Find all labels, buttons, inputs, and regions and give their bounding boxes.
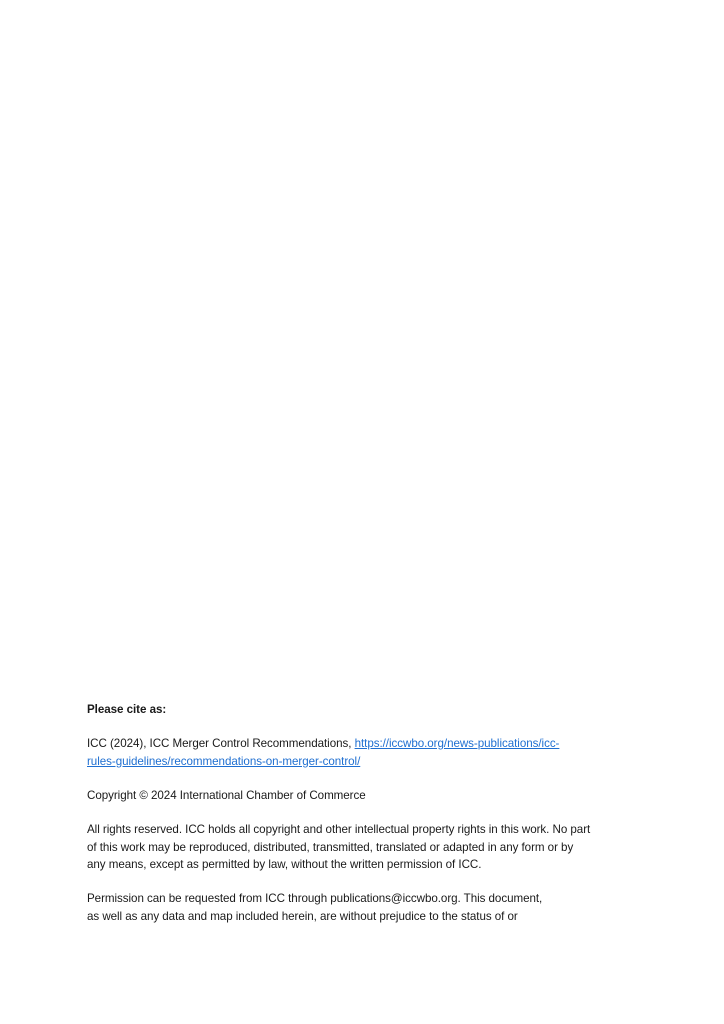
permission-paragraph xyxy=(87,890,647,925)
permission-line-2: as well as any data and map included herein, are without prejudice to the status of or xyxy=(87,909,518,923)
citation-link-part-1[interactable]: https://iccwbo.org/news-publications/icc- xyxy=(354,737,560,750)
copyright-notice: Copyright © 2024 International Chamber of Commerce xyxy=(87,789,366,802)
cite-heading: Please cite as: xyxy=(87,703,167,716)
citation-link-part-2[interactable]: rules-guidelines/recommendations-on-merger-control/ xyxy=(87,754,361,768)
citation-text: ICC (2024), ICC Merger Control Recommendations, xyxy=(87,737,355,750)
citation-line-2 xyxy=(87,753,647,771)
rights-paragraph xyxy=(87,821,647,874)
citation-line-1 xyxy=(87,735,647,753)
rights-line-3: any means, except as permitted by law, without the written permission of ICC. xyxy=(87,858,482,872)
rights-line-1: All rights reserved. ICC holds all copyright and other intellectual property rights in this work. No part xyxy=(87,823,591,836)
permission-line-1: Permission can be requested from ICC through publications@iccwbo.org. This document, xyxy=(87,892,543,905)
citation-paragraph xyxy=(87,735,647,770)
rights-line-2: of this work may be reproduced, distributed, transmitted, translated or adapted in any form or by xyxy=(87,840,574,854)
